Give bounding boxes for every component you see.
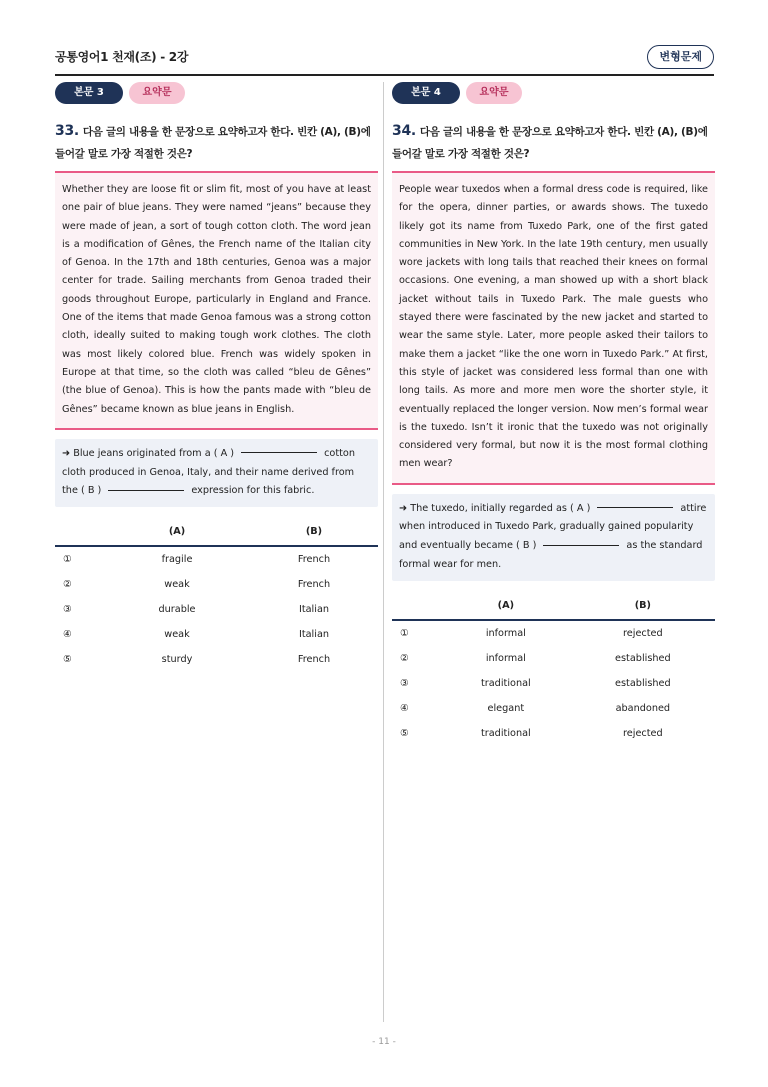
column-divider (383, 82, 384, 1022)
type-tag: 요약문 (129, 82, 185, 104)
question-prompt (392, 120, 715, 165)
question-number: 34. (392, 123, 416, 139)
answer-option[interactable] (55, 597, 378, 622)
option-number: ③ (63, 603, 72, 615)
option-b: established (615, 677, 671, 689)
question-34 (392, 82, 715, 746)
option-b: abandoned (615, 702, 671, 714)
option-a: fragile (161, 553, 193, 565)
table-header-b: (B) (571, 593, 715, 620)
summary-part1: ➜ The tuxedo, initially regarded as ( A ) (399, 502, 591, 514)
option-number: ② (63, 578, 72, 590)
table-header-num (392, 593, 441, 620)
answer-table (392, 593, 715, 746)
option-b: Italian (298, 628, 330, 640)
option-b: established (615, 652, 671, 664)
answer-option[interactable] (55, 647, 378, 672)
option-number: ① (400, 627, 409, 639)
option-a: durable (158, 603, 196, 615)
answer-option[interactable] (55, 572, 378, 597)
page-number: - 11 - (372, 1037, 396, 1047)
question-prompt (55, 120, 378, 165)
option-b: French (297, 578, 331, 590)
page-header (55, 42, 714, 76)
type-tag: 요약문 (466, 82, 522, 104)
summary-part2: cotton cloth produced in Genoa, Italy, and their name derived from the ( B ) (62, 447, 355, 497)
option-b: French (297, 553, 331, 565)
answer-table (55, 519, 378, 672)
passage: Whether they are loose fit or slim fit, most of you have at least one pair of blue jeans. They were named “jeans” because they were made of jean, a sort of tough cotton cloth. The word jean is a modification of Gênes, the French name of the Italian city of Genoa. In the 17th and 18th centuries, Genoa was a major center for trade. Sailing merchants from Genoa traded their goods throughout Europe, particularly in England and France. One of the items that made Genoa famous was a strong cotton cloth, ideally suited to making tough work clothes. The cloth was most likely colored blue. French was widely spoken in Europe at that time, so the cloth was called “bleu de Gênes” (the blue of Genoa). This is how the pants made with “bleu de Gênes” became known as blue jeans in English. (55, 173, 378, 430)
option-number: ③ (400, 677, 409, 689)
blank-b (108, 490, 184, 491)
option-a: weak (164, 578, 190, 590)
summary-box (392, 494, 715, 581)
option-b: French (297, 653, 331, 665)
blank-a (241, 452, 317, 453)
summary-box (55, 439, 378, 507)
answer-option[interactable] (392, 646, 715, 671)
option-number: ⑤ (63, 653, 72, 665)
option-a: weak (164, 628, 190, 640)
summary-part2: attire when introduced in Tuxedo Park, gradually gained popularity and eventually became ( B ) (399, 502, 707, 552)
answer-option[interactable] (55, 622, 378, 647)
answer-option[interactable] (55, 546, 378, 572)
question-number: 33. (55, 123, 79, 139)
option-b: rejected (623, 627, 663, 639)
option-number: ④ (63, 628, 72, 640)
passage: People wear tuxedos when a formal dress code is required, like for the opera, dinner parties, or awards shows. The tuxedo likely got its name from Tuxedo Park, one of the first gated communities in New York. In the late 19th century, men usually wore jackets with long tails that reached their knees on formal occasions. One evening, a man showed up with a short black jacket without tails in Tuxedo Park. The male guests who stayed there were fascinated by the new jacket and started to wear the same style. Later, more people asked their tailors to make them a jacket “like the one worn in Tuxedo Park.” At first, this style of jacket was considered less formal than one with long tails. As more and more men wore the shorter style, it eventually replaced the longer version. Now men’s formal wear is the tuxedo. Isn’t it ironic that the tuxedo was not originally considered very formal, but now it is the most formal clothing men wear? (392, 173, 715, 485)
option-a: traditional (480, 727, 531, 739)
option-a: informal (485, 627, 526, 639)
table-header-a: (A) (441, 593, 571, 620)
option-a: elegant (487, 702, 525, 714)
option-b: rejected (623, 727, 663, 739)
question-text: 다음 글의 내용을 한 문장으로 요약하고자 한다. 빈칸 (A), (B)에 들어갈 말로 가장 적절한 것은? (392, 126, 708, 160)
table-header-num (55, 519, 104, 546)
option-number: ⑤ (400, 727, 409, 739)
answer-option[interactable] (392, 696, 715, 721)
blank-b (543, 545, 619, 546)
option-number: ② (400, 652, 409, 664)
summary-part1: ➜ Blue jeans originated from a ( A ) (62, 447, 235, 459)
table-header-b: (B) (250, 519, 378, 546)
page-title: 공통영어1 천재(조) - 2강 (55, 50, 189, 64)
blank-a (597, 507, 673, 508)
summary-part3: expression for this fabric. (191, 485, 315, 497)
tag-row (392, 82, 715, 106)
section-tag: 본문 4 (392, 82, 460, 104)
option-number: ① (63, 553, 72, 565)
option-number: ④ (400, 702, 409, 714)
section-tag: 본문 3 (55, 82, 123, 104)
summary-part3: as the standard formal wear for men. (399, 540, 703, 570)
answer-option[interactable] (392, 620, 715, 646)
option-a: traditional (480, 677, 531, 689)
answer-option[interactable] (392, 721, 715, 746)
question-33 (55, 82, 378, 672)
option-b: Italian (298, 603, 330, 615)
table-header-a: (A) (104, 519, 250, 546)
option-a: informal (485, 652, 526, 664)
question-text: 다음 글의 내용을 한 문장으로 요약하고자 한다. 빈칸 (A), (B)에 들어갈 말로 가장 적절한 것은? (55, 126, 371, 160)
header-badge: 변형문제 (647, 45, 714, 69)
tag-row (55, 82, 378, 106)
option-a: sturdy (161, 653, 193, 665)
answer-option[interactable] (392, 671, 715, 696)
